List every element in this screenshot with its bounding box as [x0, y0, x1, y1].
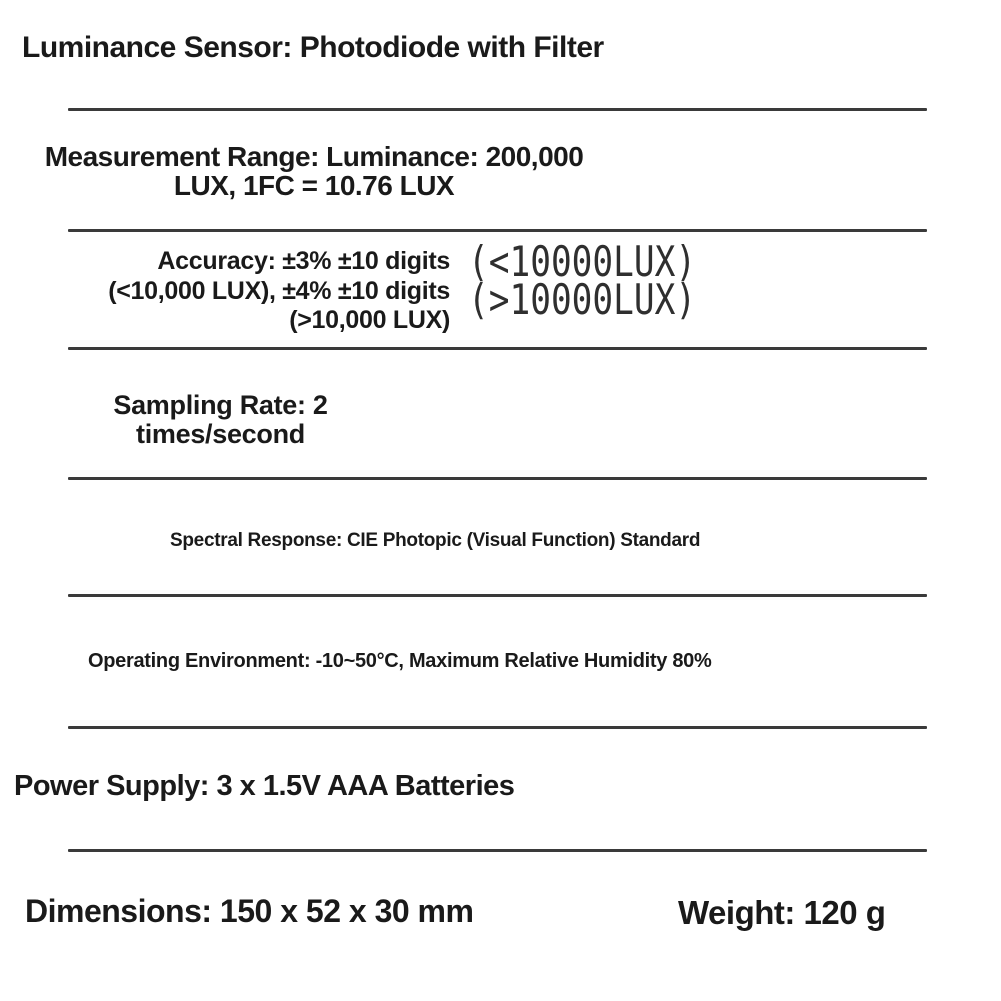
accuracy-line1: Accuracy: ±3% ±10 digits	[157, 247, 450, 275]
operating-environment-spec: Operating Environment: -10~50°C, Maximum Relative Humidity 80%	[88, 650, 712, 672]
accuracy-spec	[40, 247, 450, 336]
divider	[68, 108, 927, 111]
divider	[68, 849, 927, 852]
accuracy-note-line2: (>10000LUX)	[468, 275, 697, 324]
measurement-range-line2: LUX, 1FC = 10.76 LUX	[173, 170, 455, 201]
divider	[68, 477, 927, 480]
divider	[68, 229, 927, 232]
dimensions-spec: Dimensions: 150 x 52 x 30 mm	[25, 893, 474, 929]
measurement-range-spec	[24, 142, 604, 200]
sampling-rate-line1: Sampling Rate: 2	[113, 390, 328, 420]
accuracy-line2: (<10,000 LUX), ±4% ±10 digits	[108, 276, 450, 305]
divider	[68, 726, 927, 729]
accuracy-note-line1: (<10000LUX)	[468, 237, 697, 286]
sampling-rate-spec	[98, 391, 343, 449]
weight-spec: Weight: 120 g	[678, 894, 886, 931]
power-supply-spec: Power Supply: 3 x 1.5V AAA Batteries	[14, 770, 515, 802]
divider	[68, 594, 927, 597]
spectral-response-spec: Spectral Response: CIE Photopic (Visual Function) Standard	[170, 530, 701, 551]
accuracy-threshold-note	[468, 237, 697, 324]
divider	[68, 347, 927, 350]
accuracy-line3: (>10,000 LUX)	[289, 306, 450, 334]
sampling-rate-line2: times/second	[136, 419, 305, 449]
measurement-range-line1: Measurement Range: Luminance: 200,000	[44, 141, 584, 172]
luminance-sensor-spec: Luminance Sensor: Photodiode with Filter	[22, 31, 604, 64]
